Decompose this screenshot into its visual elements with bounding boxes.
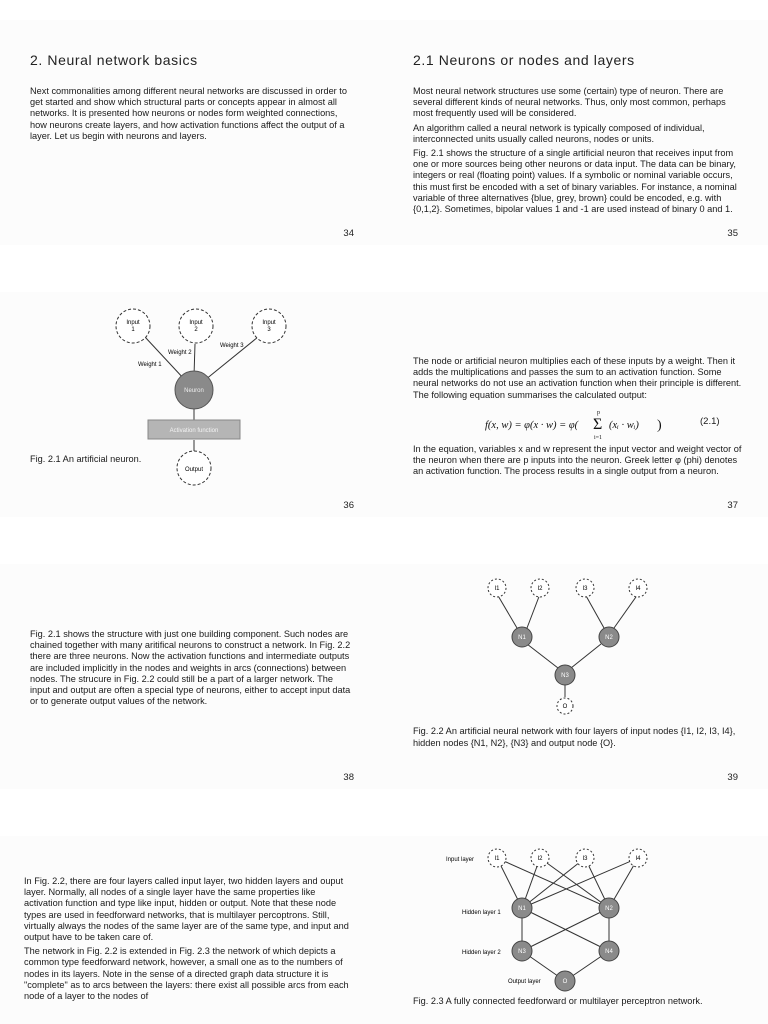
slide-title: 2. Neural network basics: [30, 52, 198, 68]
node-label-i3: I3: [582, 856, 588, 862]
node-label-i1: I1: [494, 586, 500, 592]
node-label-n2: N2: [605, 906, 613, 912]
input-node-2: [179, 309, 213, 343]
equation-sum-bottom: i=1: [594, 435, 603, 441]
node-label-i1: I1: [494, 856, 500, 862]
node-label-n3: N3: [518, 949, 526, 955]
arc: [571, 644, 601, 668]
arc: [540, 858, 609, 908]
weight-label-1: Weight 1: [138, 362, 162, 368]
network-diagram-fig-2-3: [384, 836, 768, 996]
equation-lhs: f(x, w) = φ(x · w) = φ(: [485, 420, 579, 431]
node-label-n2: N2: [605, 635, 613, 641]
node-label-i2: I2: [537, 586, 543, 592]
node-label-n1: N1: [518, 906, 526, 912]
slide-41: [384, 836, 768, 1024]
paragraph: The node or artificial neuron multiplies each of these inputs by a weight. Then it adds the multiplications and passes the sum to an activation function. Some neural networks do not use an activation function when their principle is different. The following equation summarises the calculated output:: [413, 356, 742, 400]
slide-39: [384, 564, 768, 789]
slide-body: [413, 86, 743, 218]
slide-body: Fig. 2.1 shows the structure with just one building component. Such nodes are chained together with many aritifical neurons to construct a network. In Fig. 2.2 there are three neurons. Now the activation functions and intermediate outputs are included implicitly in the nodes and weights in arcs (connections) between nodes. The strucure in Fig. 2.2 could still be a part of a larger network. The input and output are often a special type of neurons, either to accept input data or to generate output values of the network.: [30, 629, 351, 707]
slide-34: [0, 20, 384, 245]
input-label-3: Input 3: [262, 320, 276, 333]
neuron-label: Neuron: [184, 388, 204, 394]
input-node-1: [116, 309, 150, 343]
slide-36: [0, 292, 384, 517]
page-number: 39: [727, 772, 738, 783]
figure-caption: Fig. 2.2 An artificial neural network with four layers of input nodes {I1, I2, I3, I4}, hidden nodes {N1, N2}, {N3} and output node {O}.: [413, 726, 736, 748]
node-label-n1: N1: [518, 635, 526, 641]
slide-40: [0, 836, 384, 1024]
page-number: 37: [727, 500, 738, 511]
equation-term: (xᵢ · wᵢ): [609, 420, 639, 431]
network-diagram-fig-2-2: [384, 564, 768, 724]
page-number: 34: [343, 228, 354, 239]
slide-body: [24, 876, 354, 1005]
input-label-1: Input 1: [126, 320, 140, 333]
input-node-3: [252, 309, 286, 343]
equation-rhs: ): [657, 418, 662, 433]
layer-label-output: Output layer: [508, 979, 541, 985]
input-label-2: Input 2: [189, 320, 203, 333]
node-label-i4: I4: [635, 586, 641, 592]
arc: [497, 594, 517, 628]
arc: [527, 594, 540, 628]
slide-35: [384, 20, 768, 245]
page-number: 36: [343, 500, 354, 511]
page-number: 35: [727, 228, 738, 239]
slide-38: [0, 564, 384, 789]
paragraph: In Fig. 2.2, there are four layers called input layer, two hidden layers and ouput layer. Normally, all nodes of a single layer have the same properties like activation function and type like input, hidden or output. Note that these node types are used in feedforward networks, that is multilayer percoptrons. Still, virtually always the nodes of the same layer are of the same type, and input and output have to be taken care of.: [24, 876, 349, 943]
paragraph: Fig. 2.1 shows the structure of a single artificial neuron that receives input from one or more sources being other neurons or data input. The data can be binary, integers or real (floating point) values. If a symbolic or nominal variable occurs, this must first be encoded with a set of binary variables. For instance, a nominal variable of three alternatives {blue, grey, brown} could be encoded, e.g. with {0,1,2}. Sometimes, bipolar values 1 and -1 are used instead of binary 0 and 1.: [413, 148, 737, 215]
node-label-i4: I4: [635, 856, 641, 862]
figure-caption: Fig. 2.1 An artificial neuron.: [30, 454, 142, 464]
arc: [614, 594, 638, 628]
paragraph: The network in Fig. 2.2 is extended in Fig. 2.3 the network of which depicts a common type feedforward network, however, a small one as to the numbers of nodes in its layers. Note in the sense of a directed graph data structure it is "complete" as to arcs between the layers: there exist all possible arcs from each node of a layer to the nodes of: [24, 946, 349, 1002]
figure-caption: Fig. 2.3 A fully connected feedforward or multilayer perceptron network.: [413, 996, 703, 1006]
paragraph: In the equation, variables x and w represent the input vector and weight vector of the neuron when there are p inputs into the neuron. Greek letter φ (phi) denotes an activation function. The process results in a single output from a neuron.: [413, 444, 742, 477]
node-label-i3: I3: [582, 586, 588, 592]
arc: [585, 594, 604, 628]
node-label-o: O: [562, 704, 568, 710]
equation-number: (2.1): [700, 416, 720, 427]
slide-body: Next commonalities among different neural networks are discussed in order to get started and show which structural parts or concepts appear in almost all networks. It is presented how neurons or nodes form weighted connections, how neurons create layers, and how activation functions affect the output of a layer. Let us begin with neurons and layers.: [30, 86, 347, 141]
node-label-n4: N4: [605, 949, 613, 955]
equation-2-1: [485, 410, 715, 448]
layer-label-input: Input layer: [446, 857, 475, 863]
output-label: Output: [184, 467, 204, 473]
node-label-o: O: [562, 979, 568, 985]
paragraph: Most neural network structures use some (certain) type of neuron. There are several different kinds of neural networks. Thus, only most common, perhaps most frequently used will be considered.: [413, 86, 726, 119]
node-label-i2: I2: [537, 856, 543, 862]
weight-label-3: Weight 3: [220, 343, 244, 349]
page-number: 38: [343, 772, 354, 783]
arc: [527, 644, 558, 668]
slide-title: 2.1 Neurons or nodes and layers: [413, 52, 635, 68]
equation-sum-top: p: [597, 410, 600, 416]
node-label-n3: N3: [561, 673, 569, 679]
equation-sum: Σ: [593, 416, 603, 433]
layer-label-hidden-1: Hidden layer 1: [462, 910, 501, 916]
arc-weight-1: [145, 337, 185, 380]
slide-37: [384, 292, 768, 517]
layer-label-hidden-2: Hidden layer 2: [462, 950, 501, 956]
paragraph: An algorithm called a neural network is typically composed of individual, interconnected units usually called neurons, nodes or units.: [413, 122, 705, 144]
neuron-diagram: [0, 292, 384, 517]
activation-function-label: Activation function: [169, 428, 219, 434]
weight-label-2: Weight 2: [168, 350, 192, 356]
